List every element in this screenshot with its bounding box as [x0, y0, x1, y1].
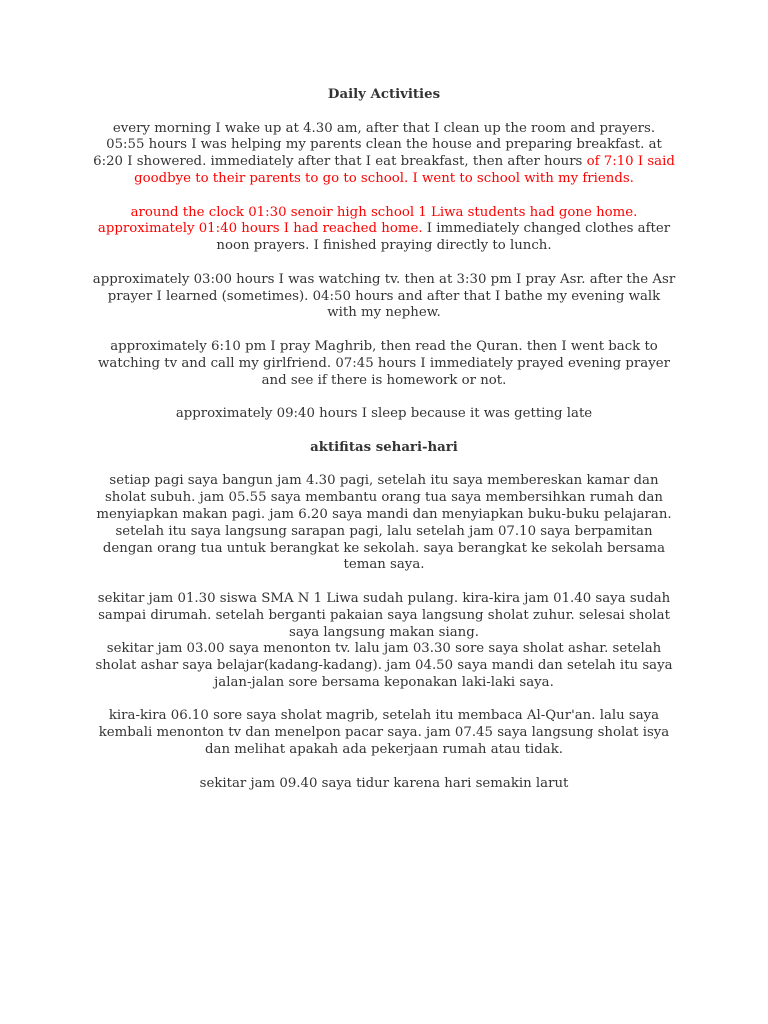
english-paragraph-afternoon-text: I immediately changed clothes after noon prayers. I finished praying directly to lunch.	[216, 221, 671, 254]
english-paragraph-afternoon	[92, 205, 676, 255]
indonesian-paragraph-afternoon: sekitar jam 01.30 siswa SMA N 1 Liwa sudah pulang. kira-kira jam 01.40 saya sudah sampai dirumah. setelah berganti pakaian saya langsung sholat zuhur. selesai sholat saya langsung makan siang.	[97, 590, 671, 640]
english-title: Daily Activities	[327, 87, 441, 102]
english-paragraph-morning	[92, 121, 676, 188]
indonesian-paragraph-evening: kira-kira 06.10 sore saya sholat magrib, setelah itu membaca Al-Qur'an. lalu saya kembali menonton tv dan menelpon pacar saya. jam 07.45 saya langsung sholat isya dan melihat apakah ada pekerjaan rumah atau tidak.	[98, 708, 670, 758]
english-paragraph-morning-highlight: of 7:10 I said goodbye to their parents to go to school. I went to school with my friends.	[134, 154, 675, 186]
document-body	[92, 87, 676, 809]
indonesian-paragraph-night: sekitar jam 09.40 saya tidur karena hari semakin larut	[199, 775, 569, 791]
indonesian-paragraph-asr: sekitar jam 03.00 saya menonton tv. lalu jam 03.30 sore saya sholat ashar. setelah sholat ashar saya belajar(kadang-kadang). jam 04.50 saya mandi dan setelah itu saya jalan-jalan sore bersama keponakan laki-laki saya.	[95, 641, 673, 690]
indonesian-paragraph-morning: setiap pagi saya bangun jam 4.30 pagi, setelah itu saya membereskan kamar dan sholat subuh. jam 05.55 saya membantu orang tua saya membersihkan rumah dan menyiapkan makan pagi. jam 6.20 saya mandi dan menyiapkan buku-buku pelajaran. setelah itu saya langsung sarapan pagi, lalu setelah jam 07.10 saya berpamitan dengan orang tua untuk berangkat ke sekolah. saya berangkat ke sekolah bersama teman saya.	[96, 473, 672, 573]
english-paragraph-afternoon-highlight: around the clock 01:30 senoir high school 1 Liwa students had gone home. approximately 01:40 hours I had reached home.	[97, 204, 638, 237]
english-paragraph-evening: approximately 6:10 pm I pray Maghrib, then read the Quran. then I went back to watching tv and call my girlfriend. 07:45 hours I immediately prayed evening prayer and see if there is homework or not.	[98, 338, 670, 388]
english-paragraph-asr: approximately 03:00 hours I was watching tv. then at 3:30 pm I pray Asr. after the Asr prayer I learned (sometimes). 04:50 hours and after that I bathe my evening walk with my nephew.	[92, 271, 676, 321]
indonesian-title: aktifitas sehari-hari	[310, 439, 458, 455]
english-paragraph-night: approximately 09:40 hours I sleep because it was getting late	[175, 406, 593, 422]
english-paragraph-morning-text: every morning I wake up at 4.30 am, after that I clean up the room and prayers. 05:55 hours I was helping my parents clean the house and preparing breakfast. at 6:20 I showered. immediately after that I eat breakfast, then after hours	[93, 120, 662, 170]
